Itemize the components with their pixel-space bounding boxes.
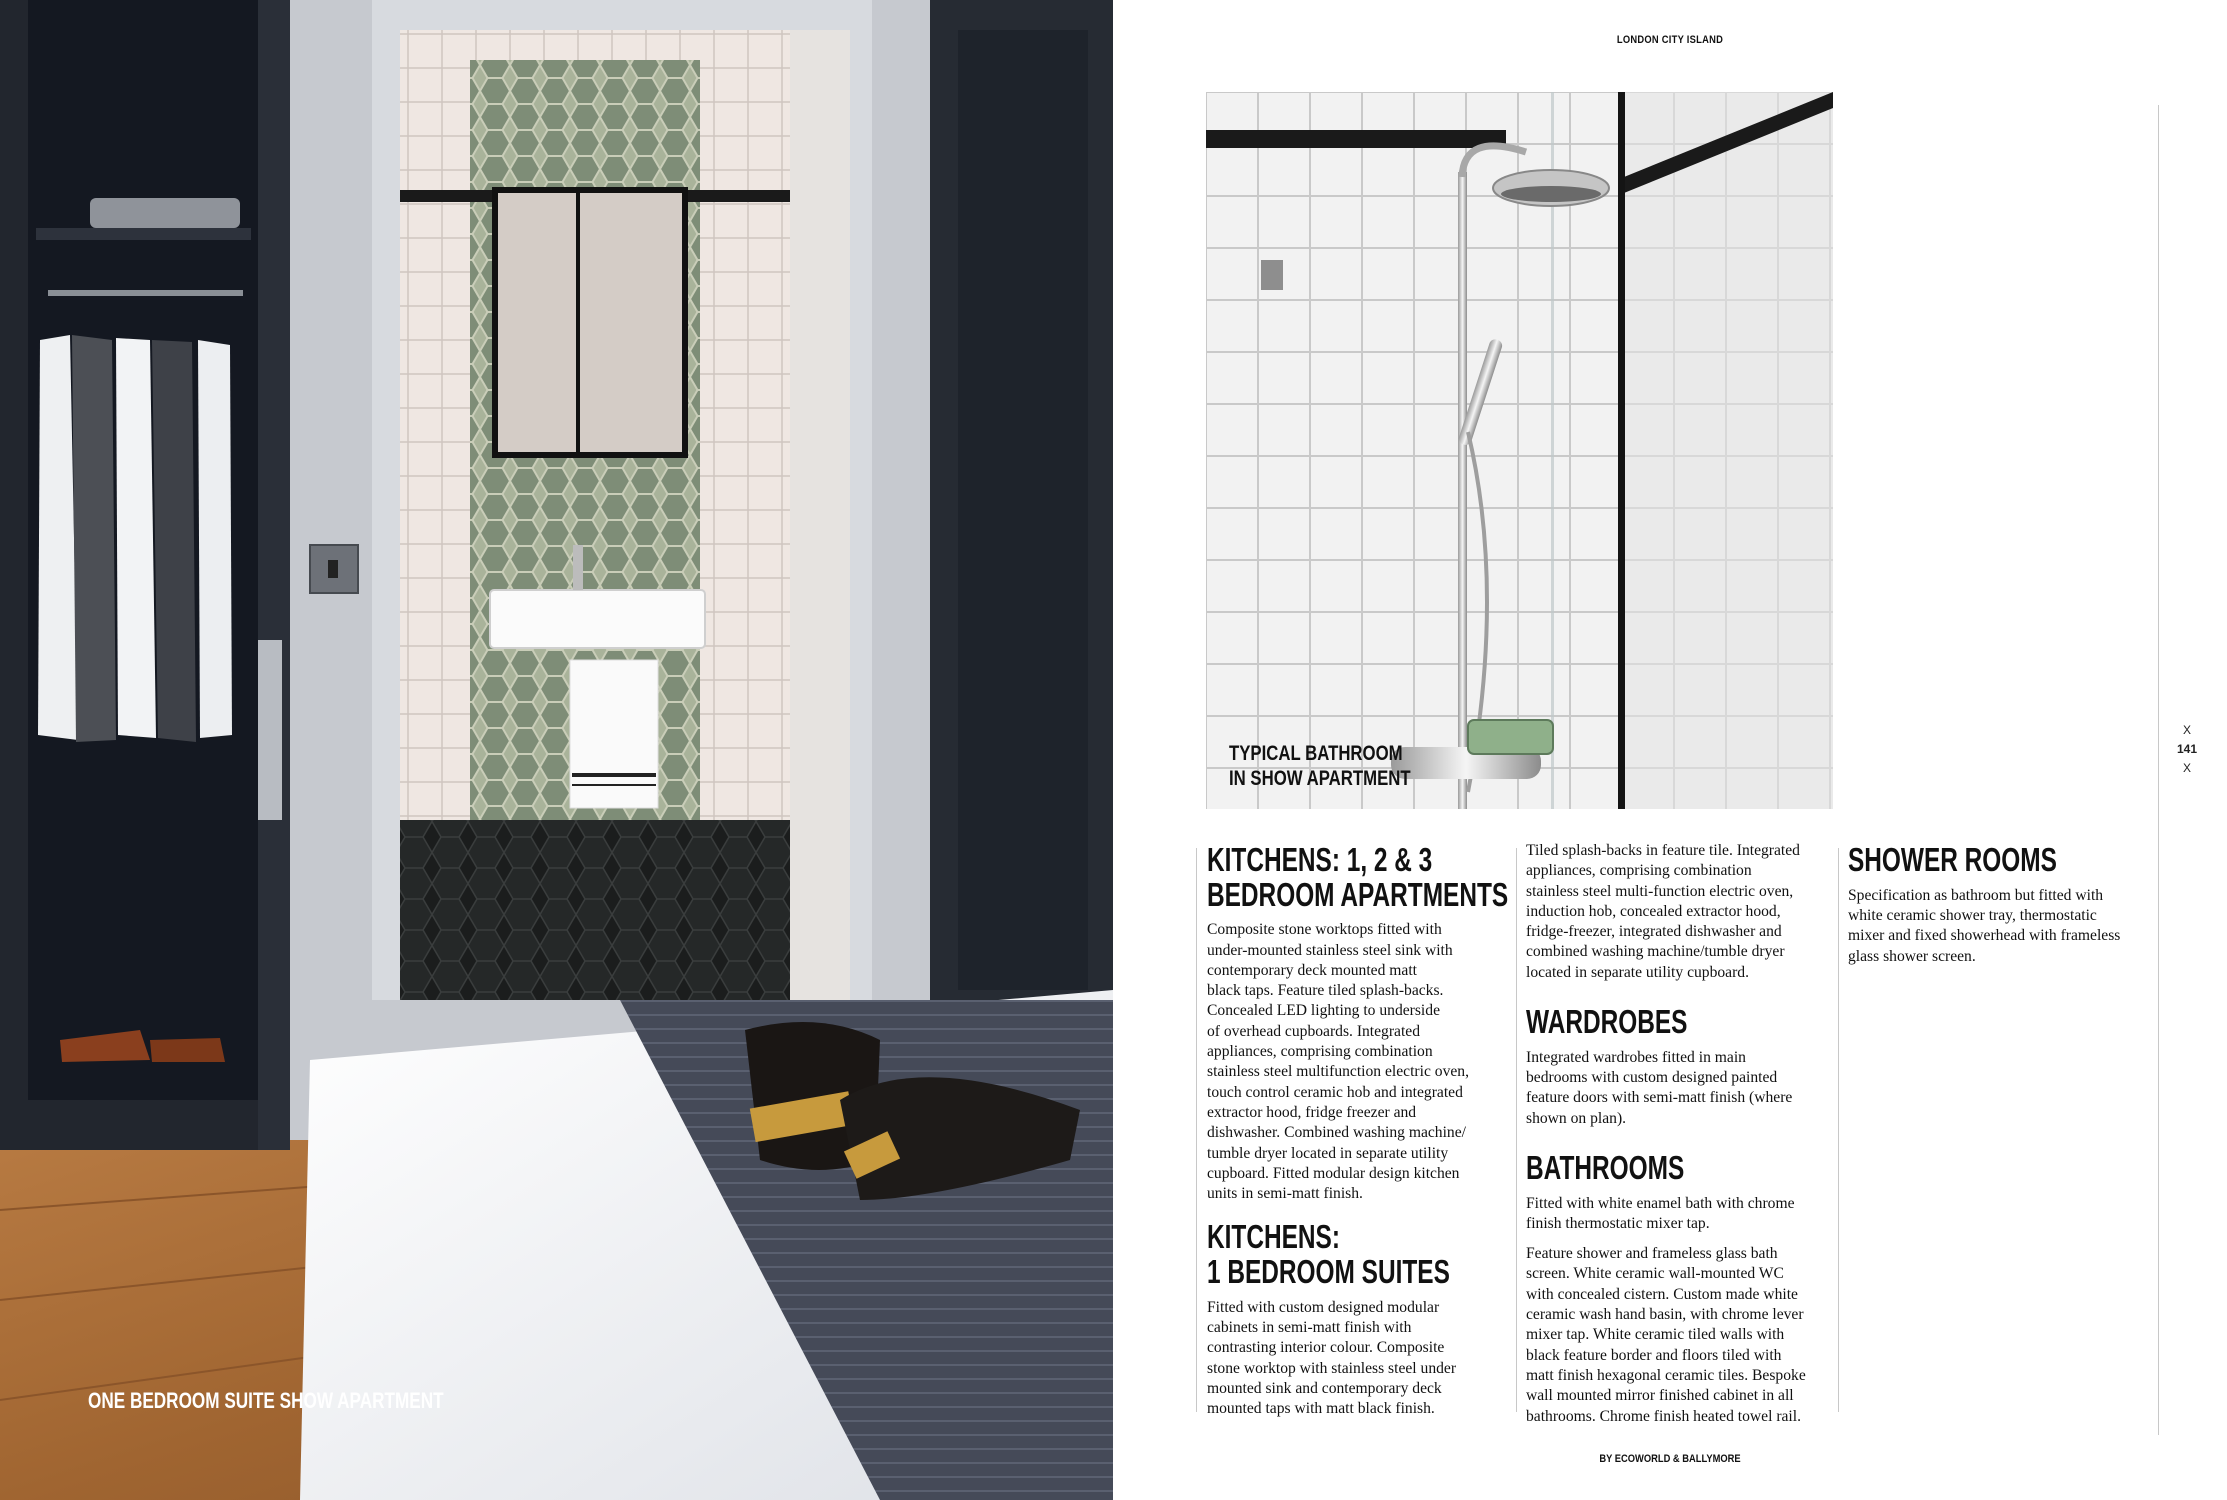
kitchens-cont-line: Tiled splash-backs in feature tile. Integrated: [1526, 842, 1800, 859]
running-footer: BY ECOWORLD & BALLYMORE: [1599, 1453, 1741, 1465]
heading-bathrooms: BATHROOMS: [1526, 1148, 1685, 1186]
column-divider: [1516, 848, 1517, 1412]
kitchens-123-line: black taps. Feature tiled splash-backs.: [1207, 982, 1444, 1000]
wardrobes-line: feature doors with semi-matt finish (where: [1526, 1089, 1793, 1107]
shower-rooms-body: [1848, 886, 2158, 967]
bathrooms-line: mixer tap. White ceramic tiled walls with: [1526, 1326, 1785, 1344]
page-edge-rule: [2158, 105, 2159, 1435]
kitchens-cont-line: located in separate utility cupboard.: [1526, 963, 1749, 981]
running-header: LONDON CITY ISLAND: [1616, 34, 1724, 46]
bathrooms-body-2: [1526, 1244, 1836, 1427]
column-wardrobes-bathrooms: [1526, 841, 1836, 1427]
bathrooms-line: matt finish hexagonal ceramic tiles. Bespoke: [1526, 1366, 1806, 1384]
kitchens-1bed-body: [1207, 1298, 1512, 1420]
bedroom-illustration: [0, 0, 1113, 1500]
kitchens-1bed-line: contrasting interior colour. Composite: [1207, 1339, 1445, 1357]
page-marker-top: X: [2182, 723, 2191, 737]
bathrooms-line: with concealed cistern. Custom made white: [1526, 1285, 1798, 1303]
kitchens-1bed-line: mounted taps with matt black finish.: [1207, 1400, 1435, 1418]
kitchens-123-line: touch control ceramic hob and integrated: [1207, 1083, 1463, 1101]
kitchens-cont-line: fridge-freezer, integrated dishwasher and: [1526, 923, 1782, 941]
bedroom-photo: [0, 0, 1113, 1500]
bathrooms-line: Fitted with white enamel bath with chrome: [1526, 1194, 1795, 1212]
kitchens-cont-line: appliances, comprising combination: [1526, 862, 1752, 880]
bathrooms-line: finish thermostatic mixer tap.: [1526, 1214, 1710, 1232]
heading-kitchens-123-line1: KITCHENS: 1, 2 & 3: [1207, 841, 1433, 878]
bathrooms-line: bathrooms. Chrome finish heated towel rail.: [1526, 1407, 1801, 1425]
kitchens-123-line: extractor hood, fridge freezer and: [1207, 1103, 1417, 1121]
bathroom-photo-caption-line2: IN SHOW APARTMENT: [1229, 766, 1411, 790]
kitchens-123-line: units in semi-matt finish.: [1207, 1185, 1363, 1203]
kitchens-123-line: Concealed LED lighting to underside: [1207, 1002, 1440, 1020]
wardrobes-line: shown on plan).: [1526, 1109, 1627, 1127]
wardrobes-body: [1526, 1048, 1836, 1129]
bedroom-photo-caption: ONE BEDROOM SUITE SHOW APARTMENT: [88, 1388, 444, 1413]
kitchens-1bed-line: cabinets in semi-matt finish with: [1207, 1319, 1412, 1337]
wardrobes-line: Integrated wardrobes fitted in main: [1526, 1048, 1746, 1066]
kitchens-123-line: Composite stone worktops fitted with: [1207, 921, 1442, 939]
column-shower-rooms: [1848, 843, 2158, 967]
bathrooms-line: black feature border and floors tiled with: [1526, 1346, 1782, 1364]
shower-rooms-line: Specification as bathroom but fitted with: [1848, 886, 2104, 904]
kitchens-cont-line: stainless steel multi-function electric oven,: [1526, 882, 1794, 900]
bathroom-photo-caption-line1: TYPICAL BATHROOM: [1229, 741, 1403, 765]
kitchens-continued-body: [1526, 841, 1836, 983]
page-number-block: [2173, 721, 2201, 778]
bathrooms-body-1: [1526, 1194, 1836, 1235]
kitchens-123-line: under-mounted stainless steel sink with: [1207, 941, 1453, 959]
heading-kitchens-1bed-line1: KITCHENS:: [1207, 1218, 1340, 1256]
page-number: 141: [2176, 742, 2198, 756]
shower-illustration: [1206, 92, 1833, 809]
bathrooms-line: Feature shower and frameless glass bath: [1526, 1245, 1778, 1263]
kitchens-123-line: stainless steel multifunction electric oven,: [1207, 1063, 1469, 1081]
kitchens-cont-line: induction hob, concealed extractor hood,: [1526, 902, 1781, 920]
shower-rooms-line: white ceramic shower tray, thermostatic: [1848, 906, 2097, 924]
page-marker-bottom: X: [2182, 761, 2191, 775]
kitchens-123-line: cupboard. Fitted modular design kitchen: [1207, 1164, 1460, 1182]
column-kitchens: [1207, 843, 1512, 1420]
bathroom-photo: [1206, 92, 1833, 809]
shower-rooms-line: glass shower screen.: [1848, 947, 1976, 965]
heading-kitchens-1bed-line2: 1 BEDROOM SUITES: [1207, 1253, 1450, 1291]
kitchens-123-line: dishwasher. Combined washing machine/: [1207, 1124, 1466, 1142]
kitchens-cont-line: combined washing machine/tumble dryer: [1526, 943, 1785, 961]
bathrooms-line: wall mounted mirror finished cabinet in all: [1526, 1387, 1794, 1405]
kitchens-1bed-line: Fitted with custom designed modular: [1207, 1298, 1440, 1316]
kitchens-123-line: appliances, comprising combination: [1207, 1043, 1433, 1061]
heading-kitchens-123-line2: BEDROOM APARTMENTS: [1207, 875, 1509, 913]
specification-page: [1113, 0, 2227, 1500]
kitchens-123-body: [1207, 920, 1512, 1204]
heading-shower-rooms: SHOWER ROOMS: [1848, 841, 2057, 878]
wardrobes-line: bedrooms with custom designed painted: [1526, 1069, 1778, 1087]
kitchens-123-line: of overhead cupboards. Integrated: [1207, 1022, 1421, 1040]
bathrooms-line: ceramic wash hand basin, with chrome lever: [1526, 1306, 1804, 1324]
kitchens-1bed-line: mounted sink and contemporary deck: [1207, 1379, 1442, 1397]
kitchens-1bed-line: stone worktop with stainless steel under: [1207, 1359, 1457, 1377]
heading-wardrobes: WARDROBES: [1526, 1003, 1688, 1041]
kitchens-123-line: contemporary deck mounted matt: [1207, 961, 1418, 979]
kitchens-123-line: tumble dryer located in separate utility: [1207, 1144, 1449, 1162]
column-divider: [1838, 848, 1839, 1412]
column-divider: [1196, 848, 1197, 1412]
shower-rooms-line: mixer and fixed showerhead with frameless: [1848, 927, 2121, 945]
bathrooms-line: screen. White ceramic wall-mounted WC: [1526, 1265, 1784, 1283]
